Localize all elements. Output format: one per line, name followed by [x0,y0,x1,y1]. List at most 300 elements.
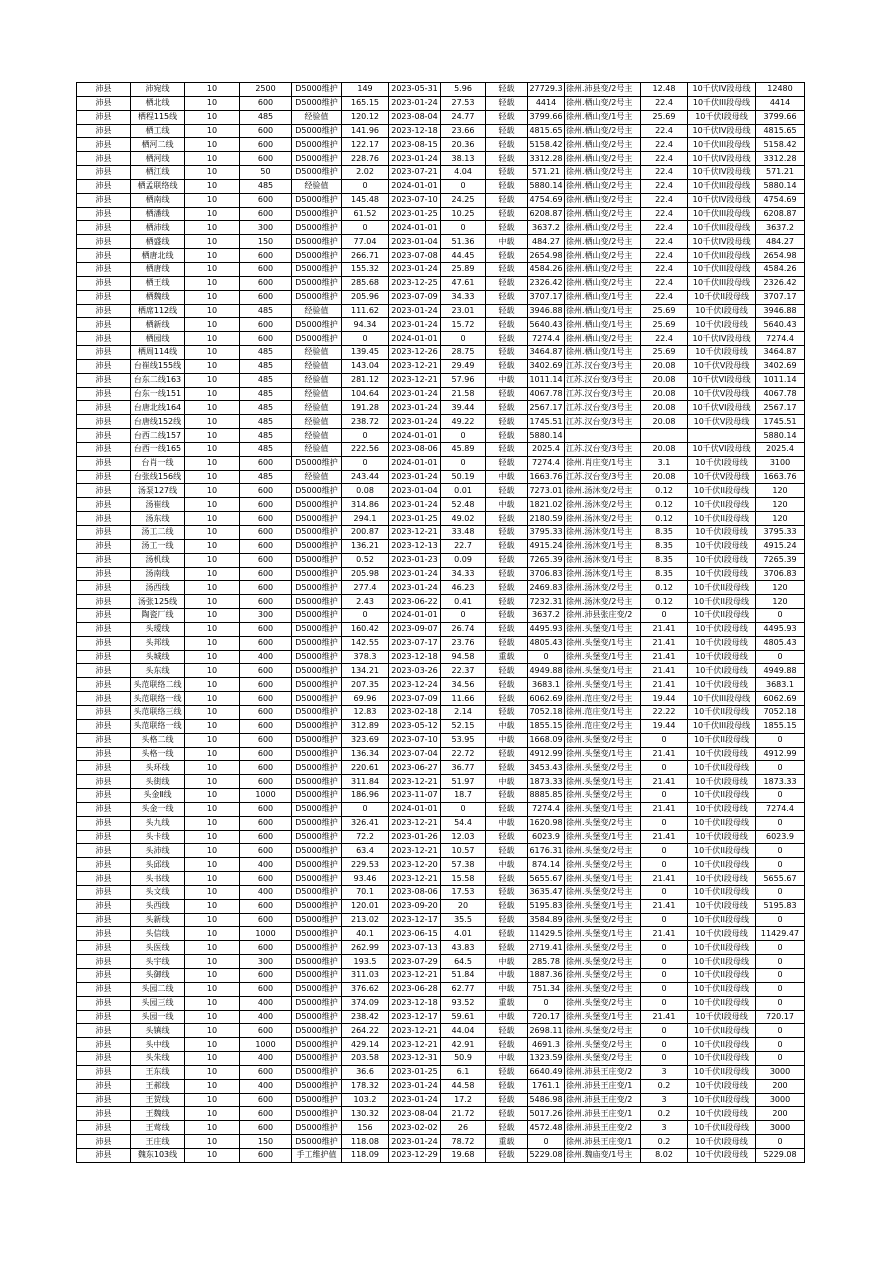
cell-rated-current: 600 [240,733,292,747]
cell-transformer: 徐州.栖山变/1号主 [565,318,641,332]
table-row [77,650,805,664]
cell-busbar: 10千伏II段母线 [688,885,756,899]
cell-transfer-capacity: 3799.66 [756,110,805,124]
cell-voltage: 10 [185,830,240,844]
cell-max-current: 222.56 [342,442,389,456]
cell-busbar: 10千伏IV段母线 [688,332,756,346]
cell-voltage: 10 [185,304,240,318]
cell-busbar: 10千伏Ⅰ段母线 [688,872,756,886]
cell-load-level: 轻载 [486,442,528,456]
cell-voltage: 10 [185,789,240,803]
cell-line-name: 栖南线 [131,193,185,207]
cell-available-capacity: 3637.2 [528,221,565,235]
cell-line-name: 王郝线 [131,1079,185,1093]
cell-busbar: 10千伏II段母线 [688,844,756,858]
table-row [77,415,805,429]
cell-transformer: 徐州.汤沐变/1号主 [565,553,641,567]
cell-available-capacity: 1745.51 [528,415,565,429]
cell-busbar: 10千伏Ⅰ段母线 [688,456,756,470]
cell-transformer: 江苏.汉台变/3号主 [565,442,641,456]
cell-rated-current: 600 [240,899,292,913]
cell-load-level: 轻载 [486,526,528,540]
cell-transfer-capacity: 0 [756,816,805,830]
cell-data-source: 经验值 [292,359,342,373]
cell-available-capacity: 5655.67 [528,872,565,886]
cell-rated-current: 400 [240,1079,292,1093]
cell-transformer-load: 0 [641,996,688,1010]
cell-available-capacity: 2469.83 [528,581,565,595]
cell-available-capacity: 2654.98 [528,249,565,263]
cell-available-capacity: 3312.28 [528,152,565,166]
cell-available-capacity: 7052.18 [528,705,565,719]
cell-load-rate: 34.33 [441,290,486,304]
cell-transformer: 徐州.栖山变/1号主 [565,304,641,318]
cell-transformer-load: 21.41 [641,664,688,678]
cell-load-level: 轻载 [486,705,528,719]
cell-load-rate: 23.66 [441,124,486,138]
cell-rated-current: 485 [240,304,292,318]
cell-data-source: 经验值 [292,401,342,415]
cell-load-level: 中载 [486,1052,528,1066]
cell-load-level: 中载 [486,235,528,249]
cell-load-rate: 51.97 [441,775,486,789]
cell-max-current: 12.83 [342,705,389,719]
table-row [77,996,805,1010]
table-row [77,96,805,110]
cell-load-level: 轻载 [486,678,528,692]
cell-county: 沛县 [77,498,131,512]
cell-transfer-capacity: 0 [756,733,805,747]
cell-busbar: 10千伏Ⅰ段母线 [688,775,756,789]
cell-busbar: 10千伏III段母线 [688,138,756,152]
cell-busbar: 10千伏IV段母线 [688,166,756,180]
cell-transformer: 徐州.汤沐变/1号主 [565,567,641,581]
cell-max-current: 139.45 [342,346,389,360]
cell-max-current: 203.58 [342,1052,389,1066]
cell-transformer: 徐州.头堡变/1号主 [565,1010,641,1024]
cell-load-rate: 27.53 [441,96,486,110]
cell-voltage: 10 [185,650,240,664]
cell-busbar: 10千伏VI段母线 [688,373,756,387]
cell-voltage: 10 [185,899,240,913]
cell-data-source: D5000维护 [292,775,342,789]
cell-busbar: 10千伏Ⅰ段母线 [688,539,756,553]
cell-busbar: 10千伏II段母线 [688,982,756,996]
cell-peak-date: 2023-01-23 [389,553,441,567]
cell-load-level: 轻载 [486,193,528,207]
cell-max-current: 376.62 [342,982,389,996]
cell-peak-date: 2023-12-24 [389,678,441,692]
cell-peak-date: 2023-12-13 [389,539,441,553]
cell-voltage: 10 [185,526,240,540]
cell-transformer: 徐州.栖山变/2号主 [565,96,641,110]
cell-max-current: 118.08 [342,1135,389,1149]
table-row [77,719,805,733]
cell-load-level: 轻载 [486,1038,528,1052]
cell-busbar: 10千伏II段母线 [688,941,756,955]
cell-voltage: 10 [185,913,240,927]
cell-load-level: 轻载 [486,1079,528,1093]
cell-county: 沛县 [77,789,131,803]
cell-voltage: 10 [185,692,240,706]
cell-data-source: D5000维护 [292,526,342,540]
cell-max-current: 266.71 [342,249,389,263]
cell-available-capacity: 4414 [528,96,565,110]
cell-data-source: D5000维护 [292,553,342,567]
cell-available-capacity: 4584.26 [528,262,565,276]
cell-load-level: 轻载 [486,1148,528,1162]
cell-load-level: 中载 [486,775,528,789]
cell-busbar: 10千伏III段母线 [688,96,756,110]
cell-transformer: 徐州.范庄变/2号主 [565,692,641,706]
cell-load-level: 轻载 [486,512,528,526]
cell-max-current: 0 [342,456,389,470]
table-row [77,609,805,623]
cell-rated-current: 485 [240,359,292,373]
cell-load-rate: 51.84 [441,969,486,983]
cell-rated-current: 1000 [240,927,292,941]
cell-transfer-capacity: 3100 [756,456,805,470]
cell-rated-current: 485 [240,401,292,415]
cell-max-current: 0 [342,179,389,193]
cell-line-name: 台肖一线 [131,456,185,470]
cell-county: 沛县 [77,622,131,636]
cell-load-rate: 49.02 [441,512,486,526]
table-row [77,955,805,969]
cell-busbar: 10千伏Ⅰ段母线 [688,899,756,913]
cell-data-source: D5000维护 [292,692,342,706]
cell-max-current: 111.62 [342,304,389,318]
cell-max-current: 193.5 [342,955,389,969]
cell-load-rate: 29.49 [441,359,486,373]
table-row [77,539,805,553]
cell-line-name: 头瑷线 [131,622,185,636]
cell-data-source: D5000维护 [292,1010,342,1024]
cell-voltage: 10 [185,470,240,484]
cell-transformer: 徐州.头堡变/2号主 [565,816,641,830]
cell-peak-date: 2023-12-21 [389,844,441,858]
cell-voltage: 10 [185,664,240,678]
cell-data-source: D5000维护 [292,484,342,498]
cell-transformer-load: 21.41 [641,650,688,664]
cell-available-capacity: 3584.89 [528,913,565,927]
cell-transformer-load: 25.69 [641,318,688,332]
cell-transfer-capacity: 4584.26 [756,262,805,276]
table-row [77,872,805,886]
cell-rated-current: 1000 [240,789,292,803]
cell-rated-current: 600 [240,290,292,304]
cell-transfer-capacity: 4754.69 [756,193,805,207]
cell-max-current: 36.6 [342,1065,389,1079]
cell-available-capacity: 720.17 [528,1010,565,1024]
cell-county: 沛县 [77,955,131,969]
cell-data-source: D5000维护 [292,761,342,775]
cell-voltage: 10 [185,581,240,595]
cell-max-current: 122.17 [342,138,389,152]
cell-busbar: 10千伏II段母线 [688,705,756,719]
cell-busbar: 10千伏Ⅰ段母线 [688,802,756,816]
cell-transformer: 徐州.头堡变/1号主 [565,872,641,886]
cell-transformer-load: 0.2 [641,1135,688,1149]
cell-county: 沛县 [77,152,131,166]
cell-load-rate: 0 [441,429,486,443]
cell-rated-current: 600 [240,941,292,955]
cell-line-name: 头书线 [131,872,185,886]
cell-transformer: 徐州.沛县王庄变/2 [565,1121,641,1135]
cell-voltage: 10 [185,1052,240,1066]
cell-county: 沛县 [77,1052,131,1066]
cell-available-capacity: 2698.11 [528,1024,565,1038]
cell-data-source: D5000维护 [292,885,342,899]
cell-load-rate: 33.48 [441,526,486,540]
cell-max-current: 326.41 [342,816,389,830]
cell-voltage: 10 [185,941,240,955]
cell-line-name: 头邱线 [131,858,185,872]
cell-rated-current: 600 [240,775,292,789]
cell-county: 沛县 [77,1038,131,1052]
cell-max-current: 294.1 [342,512,389,526]
table-row [77,885,805,899]
cell-load-rate: 19.68 [441,1148,486,1162]
cell-load-rate: 46.23 [441,581,486,595]
cell-transformer: 江苏.汉台变/3号主 [565,401,641,415]
cell-county: 沛县 [77,595,131,609]
cell-transformer: 徐州.栖山变/2号主 [565,332,641,346]
cell-peak-date: 2023-12-29 [389,1148,441,1162]
cell-rated-current: 600 [240,581,292,595]
cell-line-name: 栖席112线 [131,304,185,318]
cell-available-capacity: 11429.5 [528,927,565,941]
cell-busbar: 10千伏V段母线 [688,387,756,401]
table-row [77,692,805,706]
cell-line-name: 栖北线 [131,96,185,110]
cell-data-source: D5000维护 [292,1052,342,1066]
cell-rated-current: 600 [240,761,292,775]
cell-available-capacity: 6023.9 [528,830,565,844]
cell-county: 沛县 [77,941,131,955]
cell-rated-current: 600 [240,816,292,830]
cell-load-rate: 20.36 [441,138,486,152]
cell-transformer-load: 20.08 [641,359,688,373]
cell-available-capacity: 27729.3 [528,83,565,97]
cell-rated-current: 485 [240,387,292,401]
cell-county: 沛县 [77,539,131,553]
cell-peak-date: 2023-12-20 [389,858,441,872]
cell-transformer-load: 0 [641,844,688,858]
cell-transformer-load: 21.41 [641,622,688,636]
cell-line-name: 栖魏线 [131,290,185,304]
cell-peak-date: 2023-12-21 [389,816,441,830]
cell-rated-current: 485 [240,415,292,429]
cell-load-level: 轻载 [486,276,528,290]
cell-transformer: 徐州.汤沐变/2号主 [565,595,641,609]
table-row [77,1038,805,1052]
cell-county: 沛县 [77,262,131,276]
cell-load-rate: 10.57 [441,844,486,858]
cell-busbar: 10千伏Ⅰ段母线 [688,1135,756,1149]
cell-available-capacity: 4815.65 [528,124,565,138]
cell-busbar: 10千伏II段母线 [688,996,756,1010]
cell-available-capacity: 0 [528,650,565,664]
cell-load-rate: 26 [441,1121,486,1135]
cell-county: 沛县 [77,83,131,97]
cell-peak-date: 2023-12-18 [389,996,441,1010]
cell-data-source: D5000维护 [292,705,342,719]
cell-busbar: 10千伏IV段母线 [688,193,756,207]
cell-max-current: 207.35 [342,678,389,692]
cell-transfer-capacity: 2326.42 [756,276,805,290]
cell-county: 沛县 [77,733,131,747]
cell-transformer: 徐州.头堡变/2号主 [565,844,641,858]
cell-transfer-capacity: 5195.83 [756,899,805,913]
cell-load-level: 轻载 [486,539,528,553]
cell-available-capacity: 0 [528,1135,565,1149]
table-row [77,1121,805,1135]
cell-available-capacity: 4805.43 [528,636,565,650]
cell-county: 沛县 [77,885,131,899]
table-row [77,83,805,97]
cell-busbar: 10千伏II段母线 [688,1093,756,1107]
cell-transformer-load: 0 [641,1024,688,1038]
cell-transfer-capacity: 5880.14 [756,179,805,193]
cell-transfer-capacity: 3707.17 [756,290,805,304]
cell-rated-current: 400 [240,1052,292,1066]
cell-transfer-capacity: 200 [756,1079,805,1093]
cell-county: 沛县 [77,470,131,484]
cell-rated-current: 600 [240,276,292,290]
cell-transfer-capacity: 5229.08 [756,1148,805,1162]
cell-max-current: 0 [342,609,389,623]
cell-busbar: 10千伏II段母线 [688,969,756,983]
cell-line-name: 台唐北线164 [131,401,185,415]
cell-county: 沛县 [77,332,131,346]
cell-line-name: 栖王线 [131,276,185,290]
cell-busbar: 10千伏II段母线 [688,733,756,747]
cell-available-capacity: 3795.33 [528,526,565,540]
cell-county: 沛县 [77,650,131,664]
cell-data-source: D5000维护 [292,747,342,761]
cell-load-rate: 59.61 [441,1010,486,1024]
cell-transformer: 徐州.沛县张庄变/2 [565,609,641,623]
cell-data-source: D5000维护 [292,332,342,346]
cell-peak-date: 2024-01-01 [389,609,441,623]
cell-max-current: 77.04 [342,235,389,249]
cell-transfer-capacity: 200 [756,1107,805,1121]
cell-max-current: 142.55 [342,636,389,650]
cell-busbar: 10千伏Ⅰ段母线 [688,1010,756,1024]
cell-load-rate: 64.5 [441,955,486,969]
cell-peak-date: 2023-01-24 [389,1093,441,1107]
cell-busbar: 10千伏II段母线 [688,1121,756,1135]
cell-load-rate: 20 [441,899,486,913]
cell-transformer-load: 8.35 [641,526,688,540]
cell-available-capacity: 2326.42 [528,276,565,290]
cell-load-rate: 0 [441,802,486,816]
cell-rated-current: 600 [240,1121,292,1135]
table-row [77,1135,805,1149]
cell-data-source: D5000维护 [292,221,342,235]
table-row [77,705,805,719]
cell-load-level: 重载 [486,996,528,1010]
cell-available-capacity: 2567.17 [528,401,565,415]
cell-line-name: 头邦线 [131,636,185,650]
cell-max-current: 63.4 [342,844,389,858]
cell-county: 沛县 [77,858,131,872]
cell-transfer-capacity: 0 [756,969,805,983]
cell-peak-date: 2023-01-24 [389,498,441,512]
cell-transfer-capacity: 0 [756,996,805,1010]
cell-transfer-capacity: 0 [756,1038,805,1052]
cell-load-rate: 44.58 [441,1079,486,1093]
cell-peak-date: 2023-01-24 [389,401,441,415]
cell-county: 沛县 [77,221,131,235]
table-row [77,332,805,346]
cell-max-current: 262.99 [342,941,389,955]
cell-transfer-capacity: 3000 [756,1065,805,1079]
cell-data-source: D5000维护 [292,124,342,138]
cell-transformer-load: 22.4 [641,235,688,249]
cell-transfer-capacity: 4414 [756,96,805,110]
table-row [77,941,805,955]
table-row [77,179,805,193]
cell-load-level: 轻载 [486,221,528,235]
cell-data-source: D5000维护 [292,1024,342,1038]
cell-load-rate: 15.72 [441,318,486,332]
cell-transformer: 徐州.沛县王庄变/2 [565,1065,641,1079]
cell-voltage: 10 [185,1024,240,1038]
cell-county: 沛县 [77,1024,131,1038]
cell-load-level: 中载 [486,470,528,484]
table-row [77,401,805,415]
cell-rated-current: 2500 [240,83,292,97]
cell-available-capacity: 484.27 [528,235,565,249]
cell-peak-date: 2023-12-21 [389,775,441,789]
cell-line-name: 头园一线 [131,1010,185,1024]
cell-voltage: 10 [185,1065,240,1079]
cell-voltage: 10 [185,553,240,567]
cell-voltage: 10 [185,595,240,609]
cell-data-source: D5000维护 [292,858,342,872]
cell-peak-date: 2023-07-04 [389,747,441,761]
cell-max-current: 311.84 [342,775,389,789]
cell-transformer: 徐州.栖山变/1号主 [565,290,641,304]
cell-transfer-capacity: 4815.65 [756,124,805,138]
cell-transformer: 徐州.栖山变/2号主 [565,179,641,193]
cell-voltage: 10 [185,1093,240,1107]
cell-max-current: 94.34 [342,318,389,332]
cell-rated-current: 600 [240,913,292,927]
cell-peak-date: 2023-03-26 [389,664,441,678]
cell-transfer-capacity: 0 [756,1135,805,1149]
cell-max-current: 118.09 [342,1148,389,1162]
cell-line-name: 王魏线 [131,1107,185,1121]
cell-rated-current: 600 [240,526,292,540]
cell-rated-current: 485 [240,179,292,193]
table-row [77,110,805,124]
cell-data-source: D5000维护 [292,733,342,747]
cell-load-rate: 44.04 [441,1024,486,1038]
cell-data-source: D5000维护 [292,138,342,152]
cell-rated-current: 600 [240,207,292,221]
cell-load-level: 轻载 [486,262,528,276]
cell-rated-current: 400 [240,996,292,1010]
cell-transformer-load: 20.08 [641,442,688,456]
cell-peak-date: 2023-02-18 [389,705,441,719]
cell-available-capacity: 3453.43 [528,761,565,775]
cell-line-name: 栖江线 [131,166,185,180]
cell-available-capacity: 7274.4 [528,802,565,816]
cell-max-current: 143.04 [342,359,389,373]
